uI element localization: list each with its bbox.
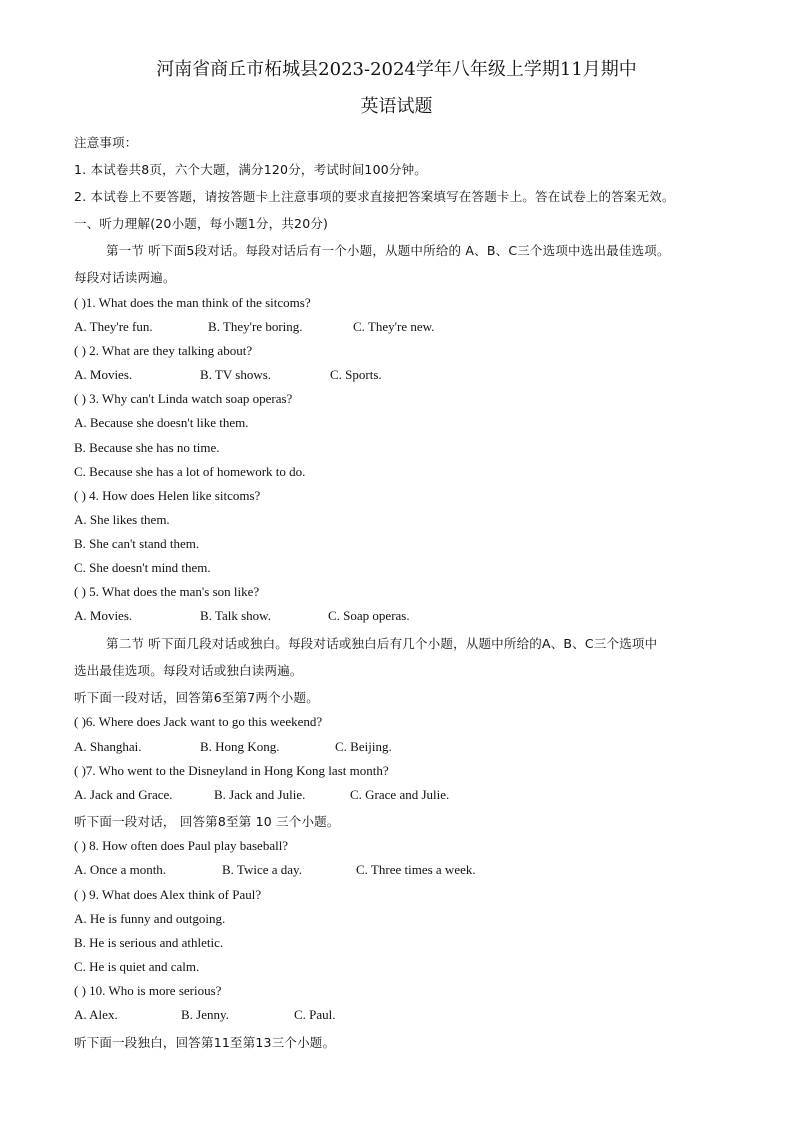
option-a: A. Alex. — [74, 1007, 118, 1022]
question-3-option-b: B. Because she has no time. — [74, 440, 220, 455]
question-9-option-b: B. He is serious and athletic. — [74, 935, 224, 950]
question-9-option-c: C. He is quiet and calm. — [74, 959, 200, 974]
exam-title-line2: 英语试题 — [360, 96, 433, 117]
option-b: B. Twice a day. — [222, 862, 302, 877]
option-c: C. Grace and Julie. — [350, 787, 450, 802]
part2-intro: 第二节 听下面几段对话或独白。每段对话或独白后有几个小题，从题中所给的A、B、C三个选项中 — [106, 636, 658, 651]
option-c: C. Three times a week. — [356, 862, 476, 877]
option-b: B. Talk show. — [200, 608, 271, 623]
group2-instruction: 听下面一段对话， 回答第8至第 10 三个小题。 — [74, 814, 340, 829]
part2-intro-cont: 选出最佳选项。每段对话或独白读两遍。 — [74, 663, 303, 678]
question-5-options — [74, 608, 410, 624]
question-4-option-c: C. She doesn't mind them. — [74, 560, 211, 575]
question-2-options — [74, 367, 382, 383]
option-a: A. Shanghai. — [74, 739, 142, 754]
option-a: A. Jack and Grace. — [74, 787, 173, 802]
option-a: A. Once a month. — [74, 862, 167, 877]
option-b: B. Jack and Julie. — [214, 787, 306, 802]
note-1: 1. 本试卷共8页，六个大题，满分120分，考试时间100分钟。 — [74, 162, 427, 177]
option-c: C. Sports. — [330, 367, 382, 382]
question-1-stem: ( )1. What does the man think of the sitcoms? — [74, 295, 311, 310]
option-b: B. Hong Kong. — [200, 739, 280, 754]
section1-heading: 一、听力理解(20小题，每小题1分，共20分) — [74, 216, 329, 231]
question-7-options — [74, 787, 449, 803]
question-3-option-c: C. Because she has a lot of homework to do. — [74, 464, 306, 479]
question-8-options — [74, 862, 476, 878]
exam-title-line1: 河南省商丘市柘城县2023-2024学年八年级上学期11月期中 — [156, 59, 637, 80]
question-5-stem: ( ) 5. What does the man's son like? — [74, 584, 260, 599]
question-7-stem: ( )7. Who went to the Disneyland in Hong Kong last month? — [74, 763, 389, 778]
question-10-options — [74, 1007, 336, 1023]
note-2: 2. 本试卷上不要答题，请按答题卡上注意事项的要求直接把答案填写在答题卡上。答在试卷上的答案无效。 — [74, 189, 675, 204]
option-c: C. Soap operas. — [328, 608, 410, 623]
group1-instruction: 听下面一段对话，回答第6至第7两个小题。 — [74, 690, 319, 705]
option-b: B. Jenny. — [181, 1007, 229, 1022]
option-b: B. TV shows. — [200, 367, 272, 382]
question-8-stem: ( ) 8. How often does Paul play baseball? — [74, 838, 289, 853]
part1-intro-cont: 每段对话读两遍。 — [74, 270, 176, 285]
option-a: A. Movies. — [74, 367, 133, 382]
option-c: C. Paul. — [294, 1007, 336, 1022]
question-4-stem: ( ) 4. How does Helen like sitcoms? — [74, 488, 261, 503]
option-c: C. They're new. — [353, 319, 435, 334]
question-4-option-a: A. She likes them. — [74, 512, 170, 527]
part1-intro: 第一节 听下面5段对话。每段对话后有一个小题，从题中所给的 A、B、C三个选项中选出最佳选项。 — [106, 243, 670, 258]
question-2-stem: ( ) 2. What are they talking about? — [74, 343, 253, 358]
option-a: A. Movies. — [74, 608, 133, 623]
question-1-options — [74, 319, 434, 335]
group3-instruction: 听下面一段独白，回答第11至第13三个小题。 — [74, 1035, 336, 1050]
option-a: A. They're fun. — [74, 319, 153, 334]
notes-heading: 注意事项： — [74, 135, 138, 150]
option-c: C. Beijing. — [335, 739, 392, 754]
question-3-option-a: A. Because she doesn't like them. — [74, 415, 249, 430]
question-3-stem: ( ) 3. Why can't Linda watch soap operas? — [74, 391, 293, 406]
question-9-option-a: A. He is funny and outgoing. — [74, 911, 226, 926]
question-10-stem: ( ) 10. Who is more serious? — [74, 983, 222, 998]
question-6-stem: ( )6. Where does Jack want to go this weekend? — [74, 714, 323, 729]
question-9-stem: ( ) 9. What does Alex think of Paul? — [74, 887, 262, 902]
question-4-option-b: B. She can't stand them. — [74, 536, 200, 551]
question-6-options — [74, 739, 392, 755]
option-b: B. They're boring. — [208, 319, 303, 334]
